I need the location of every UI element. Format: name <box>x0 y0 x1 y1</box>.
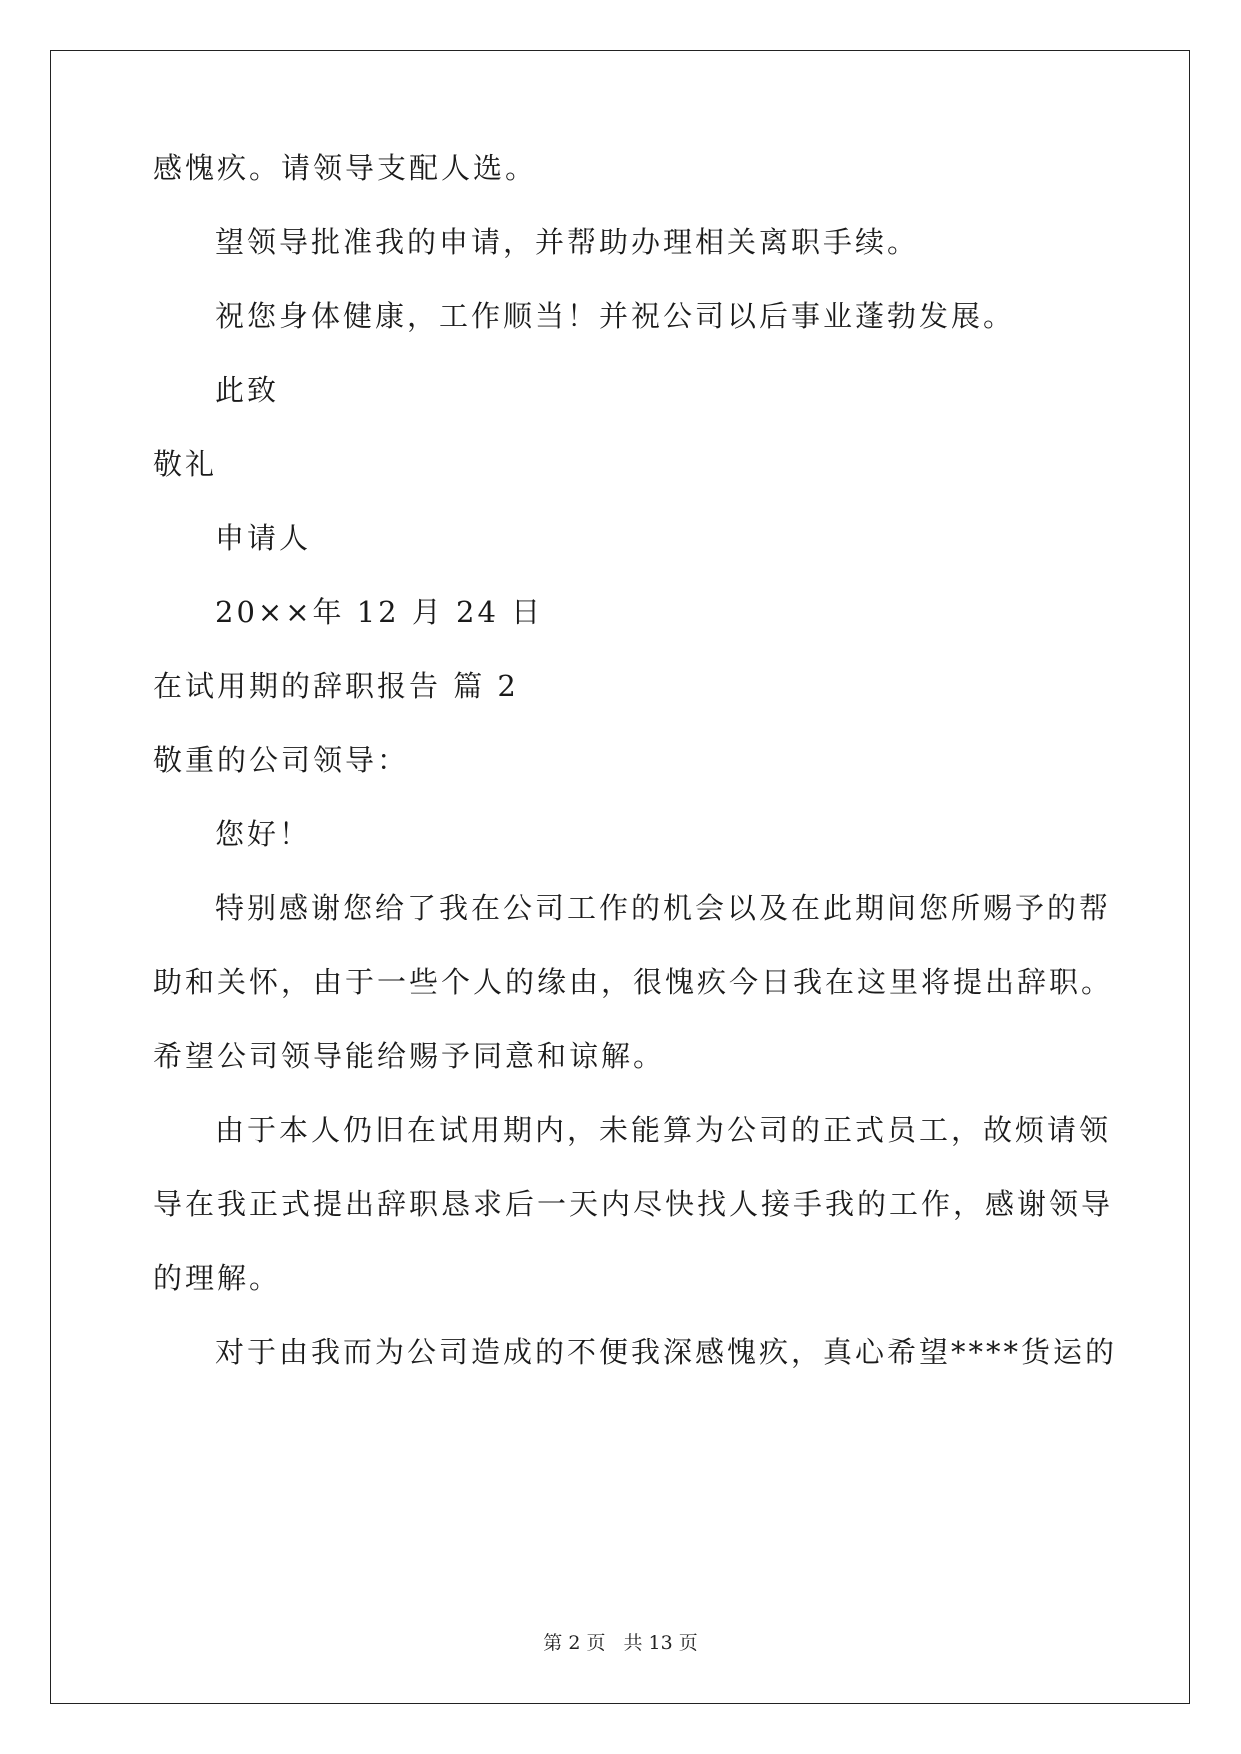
greeting: 您好！ <box>215 817 312 851</box>
text-line: 特别感谢您给了我在公司工作的机会以及在此期间您所赐予的帮 <box>215 891 1112 925</box>
page-total: 共 13 页 <box>623 1632 698 1654</box>
text-line: 敬礼 <box>153 447 218 481</box>
page-footer <box>0 1628 1241 1655</box>
text-line: 申请人 <box>215 521 312 555</box>
page-number: 第 2 页 <box>543 1632 606 1654</box>
text-line: 对于由我而为公司造成的不便我深感愧疚，真心希望****货运的 <box>215 1335 1118 1369</box>
text-line: 此致 <box>215 373 280 407</box>
text-line: 由于本人仍旧在试用期内，未能算为公司的正式员工，故烦请领 <box>215 1113 1112 1147</box>
date-line: 20××年 12 月 24 日 <box>215 595 544 629</box>
text-line: 导在我正式提出辞职恳求后一天内尽快找人接手我的工作，感谢领导 <box>153 1187 1114 1221</box>
text-line: 感愧疚。请领导支配人选。 <box>153 151 538 185</box>
salutation: 敬重的公司领导： <box>153 743 410 777</box>
text-line: 助和关怀，由于一些个人的缘由，很愧疚今日我在这里将提出辞职。 <box>153 965 1114 999</box>
text-line: 希望公司领导能给赐予同意和谅解。 <box>153 1039 666 1073</box>
section-heading: 在试用期的辞职报告 篇 2 <box>153 669 519 703</box>
text-line: 的理解。 <box>153 1261 282 1295</box>
text-line: 祝您身体健康，工作顺当！并祝公司以后事业蓬勃发展。 <box>215 299 1016 333</box>
text-line: 望领导批准我的申请，并帮助办理相关离职手续。 <box>215 225 920 259</box>
